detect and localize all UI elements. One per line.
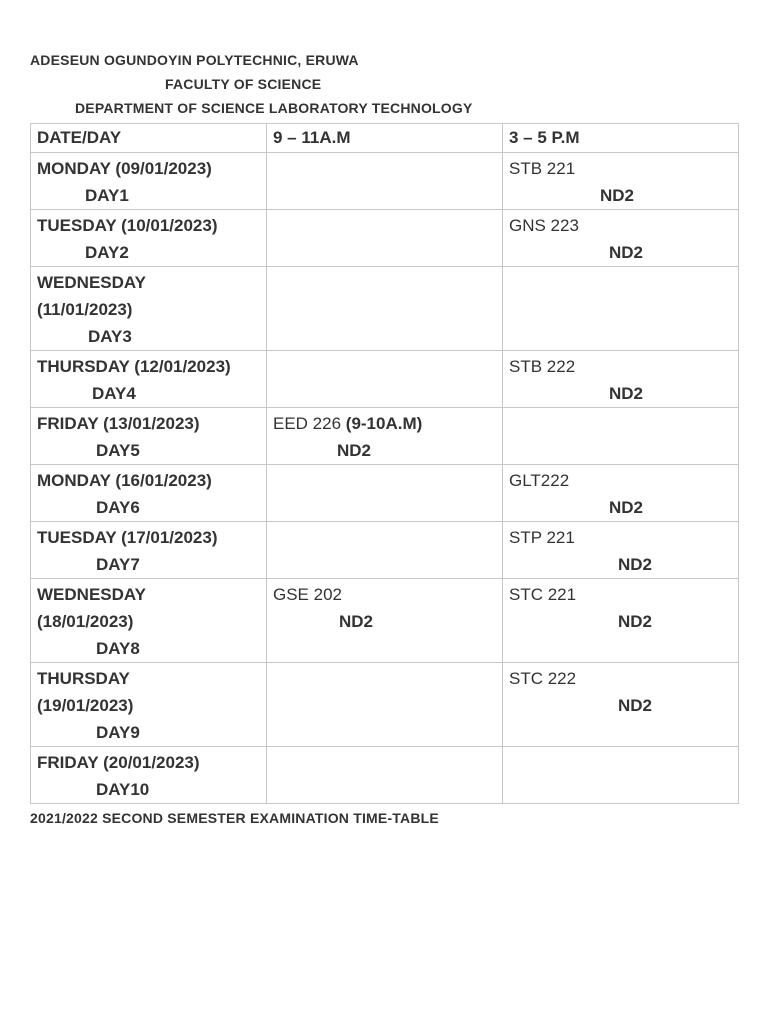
date-cell [31,579,267,663]
date-cell [31,351,267,408]
date-cell [31,267,267,351]
course-code: STB 221 [509,159,576,178]
date-label: THURSDAY (12/01/2023) [37,357,231,376]
afternoon-cell [503,351,739,408]
day-label: DAY1 [85,186,129,205]
day-label: DAY5 [96,441,140,460]
date-label: THURSDAY [37,669,130,688]
table-row [31,267,739,351]
date-cell [31,465,267,522]
course-code: STC 222 [509,669,577,688]
morning-cell [267,210,503,267]
table-row [31,522,739,579]
table-row [31,351,739,408]
date-label-cont: (19/01/2023) [37,696,134,715]
day-label: DAY10 [96,780,150,799]
table-row [31,747,739,804]
morning-cell [267,267,503,351]
table-row [31,663,739,747]
morning-cell [267,153,503,210]
table-row [31,408,739,465]
morning-cell [267,663,503,747]
table-row [31,153,739,210]
column-header-afternoon: 3 – 5 P.M [503,124,739,153]
day-label: DAY7 [96,555,140,574]
afternoon-cell [503,465,739,522]
date-label: TUESDAY (10/01/2023) [37,216,218,235]
department-name: DEPARTMENT OF SCIENCE LABORATORY TECHNOLOGY [75,100,473,116]
day-label: DAY4 [92,384,136,403]
column-header-date: DATE/DAY [31,124,267,153]
afternoon-cell [503,522,739,579]
date-label-cont: (18/01/2023) [37,612,134,631]
date-cell [31,522,267,579]
day-label: DAY9 [96,723,140,742]
morning-cell [267,747,503,804]
day-label: DAY3 [88,327,132,346]
afternoon-cell [503,579,739,663]
date-label: MONDAY (09/01/2023) [37,159,212,178]
table-row [31,579,739,663]
date-cell [31,210,267,267]
level-label: ND2 [618,696,653,715]
morning-cell [267,408,503,465]
level-label: ND2 [337,441,372,460]
institution-name: ADESEUN OGUNDOYIN POLYTECHNIC, ERUWA [30,52,359,68]
morning-cell [267,579,503,663]
course-code: GSE 202 [273,585,342,604]
level-label: ND2 [609,243,644,262]
date-label: WEDNESDAY [37,273,146,292]
date-label: TUESDAY (17/01/2023) [37,528,218,547]
date-label: WEDNESDAY [37,585,146,604]
day-label: DAY6 [96,498,140,517]
morning-cell [267,465,503,522]
course-code: STB 222 [509,357,576,376]
exam-timetable [30,123,739,804]
level-label: ND2 [339,612,374,631]
afternoon-cell [503,408,739,465]
morning-cell [267,351,503,408]
date-cell [31,663,267,747]
course-code: GNS 223 [509,216,579,235]
timetable-title: 2021/2022 SECOND SEMESTER EXAMINATION TIME-TABLE [30,810,439,826]
level-label: ND2 [609,498,644,517]
table-header-row [31,124,739,153]
date-cell [31,747,267,804]
course-slot [273,410,496,437]
faculty-name: FACULTY OF SCIENCE [165,76,322,92]
column-header-morning: 9 – 11A.M [267,124,503,153]
date-label-cont: (11/01/2023) [37,300,133,319]
afternoon-cell [503,747,739,804]
level-label: ND2 [618,612,653,631]
level-label: ND2 [600,186,635,205]
date-label: MONDAY (16/01/2023) [37,471,212,490]
date-label: FRIDAY (20/01/2023) [37,753,200,772]
level-label: ND2 [618,555,653,574]
afternoon-cell [503,153,739,210]
afternoon-cell [503,210,739,267]
morning-cell [267,522,503,579]
afternoon-cell [503,663,739,747]
exam-time-note: (9-10A.M) [345,414,423,433]
table-row [31,210,739,267]
date-label: FRIDAY (13/01/2023) [37,414,200,433]
course-code: EED 226 [273,414,342,433]
afternoon-cell [503,267,739,351]
course-code: STC 221 [509,585,577,604]
date-cell [31,408,267,465]
day-label: DAY8 [96,639,140,658]
course-code: GLT222 [509,471,570,490]
table-row [31,465,739,522]
date-cell [31,153,267,210]
course-code: STP 221 [509,528,575,547]
day-label: DAY2 [85,243,129,262]
level-label: ND2 [609,384,644,403]
